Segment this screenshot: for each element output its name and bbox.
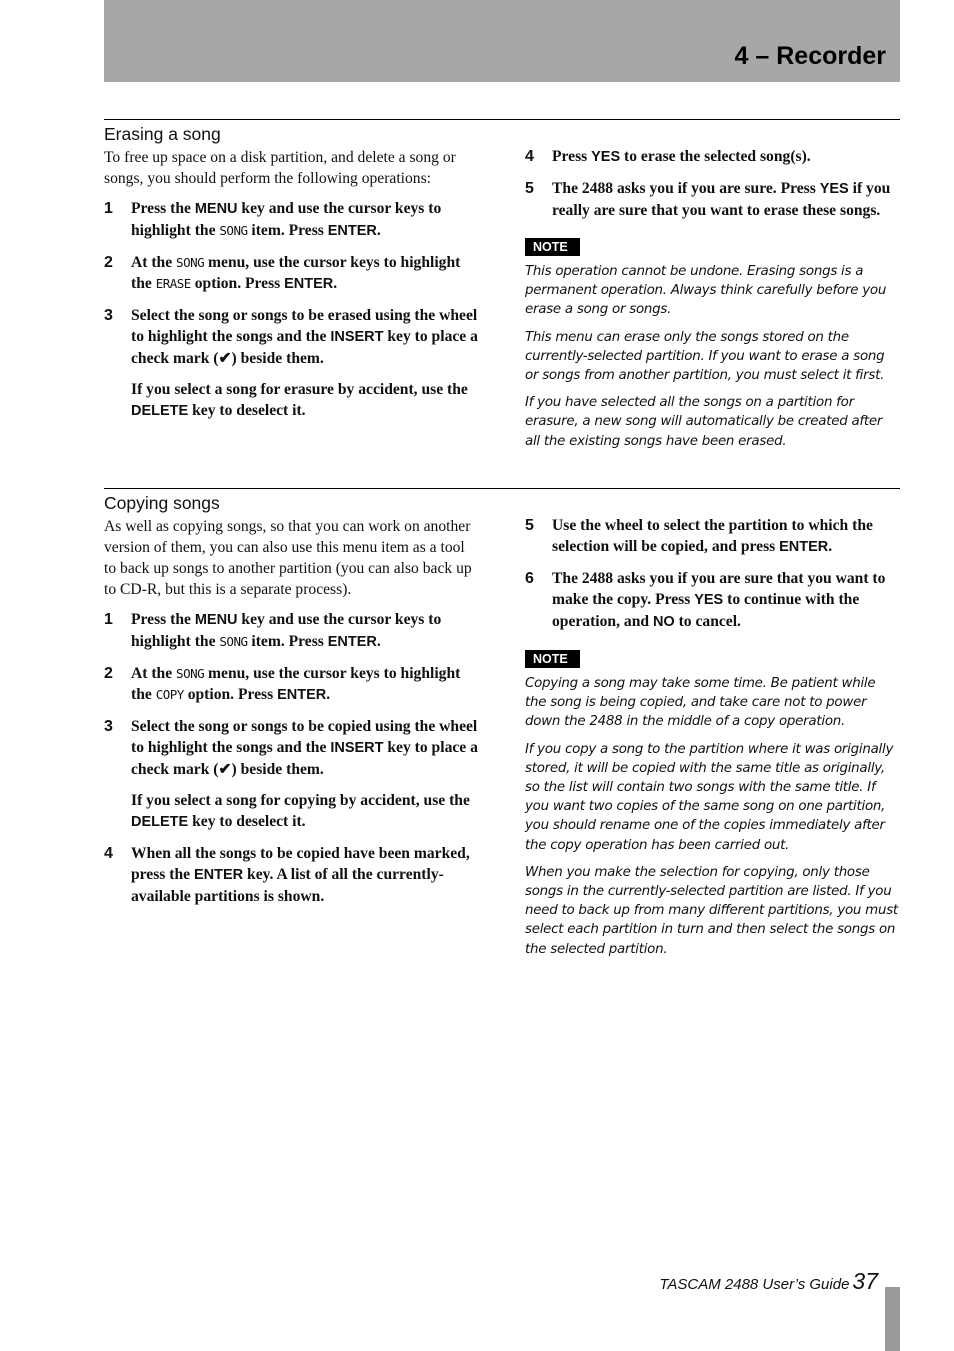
erasing-note-2: This menu can erase only the songs stored on the currently-selected partition. If you want to erase a song or songs from another partition, you must select it first.	[525, 329, 885, 384]
note-badge: NOTE	[525, 650, 580, 668]
erasing-left-column	[104, 124, 479, 422]
page-edge-tab	[885, 1287, 900, 1351]
copying-note-2: If you copy a song to the partition where it was originally stored, it will be copied with the same title as originally, so the list will contain two songs with the same title. If you want two copies of the same song on one partition, you should rename one of the copies immediately after the copy operation has been carried out.	[525, 741, 894, 853]
erasing-right-column	[525, 146, 900, 459]
erasing-step-2: 2 At the SONG menu, use the cursor keys to highlight the ERASE option. Press ENTER.	[104, 254, 461, 292]
copying-right-column	[525, 515, 900, 967]
copying-step-2: 2 At the SONG menu, use the cursor keys to highlight the COPY option. Press ENTER.	[104, 665, 461, 703]
copying-note-3: When you make the selection for copying, only those songs in the currently-selected partition are listed. If you need to back up from many different partitions, you must select each partition in turn and then select the songs on the selected partition.	[525, 864, 898, 957]
erasing-step-5: 5 The 2488 asks you if you are sure. Press YES if you really are sure that you want to erase these songs.	[525, 180, 891, 219]
erasing-note-3: If you have selected all the songs on a partition for erasure, a new song will automatically be created after all the existing songs have been erased.	[525, 395, 883, 449]
erasing-step-3: 3 Select the song or songs to be erased using the wheel to highlight the songs and the INSERT key to place a check mark (✔) beside them.	[104, 307, 478, 367]
copying-left-column	[104, 493, 479, 907]
copying-step-3-tip: If you select a song for copying by accident, use the DELETE key to deselect it.	[131, 792, 470, 830]
chapter-header-bar	[104, 0, 900, 82]
copying-step-3: 3 Select the song or songs to be copied using the wheel to highlight the songs and the INSERT key to place a check mark (✔) beside them.	[104, 718, 478, 778]
copying-step-5: 5 Use the wheel to select the partition to which the selection will be copied, and press ENTER.	[525, 517, 873, 555]
note-badge: NOTE	[525, 238, 580, 256]
erasing-intro: To free up space on a disk partition, and delete a song or songs, you should perform the following operations:	[104, 149, 456, 187]
guide-title: TASCAM 2488 User’s Guide	[659, 1276, 850, 1293]
copying-step-6: 6 The 2488 asks you if you are sure that you want to make the copy. Press YES to continue with the operation, and NO to cancel.	[525, 570, 886, 630]
section-heading-copying: Copying songs	[104, 493, 220, 513]
section-heading-erasing: Erasing a song	[104, 124, 221, 144]
section-divider	[104, 119, 900, 120]
erasing-step-4: 4 Press YES to erase the selected song(s).	[525, 148, 811, 165]
copying-intro: As well as copying songs, so that you can work on another version of them, you can also use this menu item as a tool to back up songs to another partition (you can also back up to CD-R, but this is a separate process).	[104, 518, 472, 598]
erasing-step-1: 1 Press the MENU key and use the cursor keys to highlight the SONG item. Press ENTER.	[104, 200, 442, 239]
erasing-step-3-tip: If you select a song for erasure by accident, use the DELETE key to deselect it.	[131, 381, 468, 419]
copying-step-4: 4 When all the songs to be copied have been marked, press the ENTER key. A list of all the currently-available partitions is shown.	[104, 845, 470, 905]
page-footer	[659, 1268, 878, 1295]
chapter-title: 4 – Recorder	[734, 42, 886, 70]
copying-step-1: 1 Press the MENU key and use the cursor keys to highlight the SONG item. Press ENTER.	[104, 611, 442, 650]
page-number: 37	[852, 1268, 878, 1294]
erasing-note-1: This operation cannot be undone. Erasing songs is a permanent operation. Always think carefully before you erase a song or songs.	[525, 264, 887, 318]
copying-note-1: Copying a song may take some time. Be patient while the song is being copied, and take care not to power down the 2488 in the middle of a copy operation.	[525, 676, 876, 730]
section-divider	[104, 488, 900, 489]
